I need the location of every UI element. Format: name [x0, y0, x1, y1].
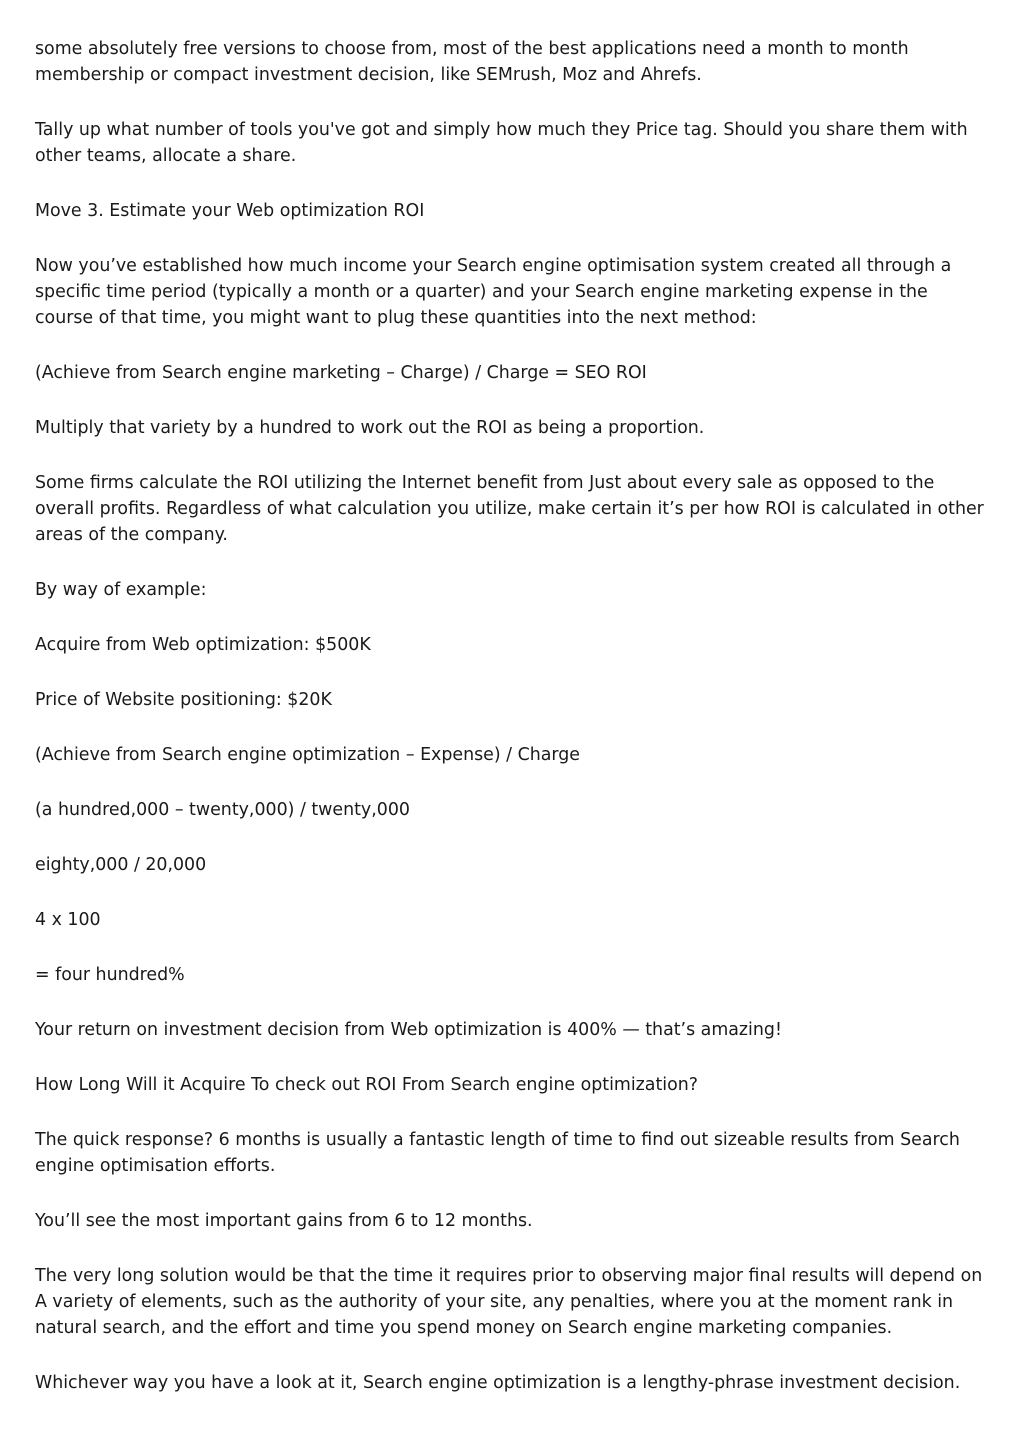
paragraph-example-substitution: (a hundred,000 – twenty,000) / twenty,000 — [35, 800, 410, 820]
paragraph-example-cost: Price of Website positioning: $20K — [35, 690, 332, 710]
paragraph-step-3-heading: Move 3. Estimate your Web optimization ROI — [35, 201, 425, 221]
paragraph-example-intro: By way of example: — [35, 580, 207, 600]
paragraph-firms-calculate: Some firms calculate the ROI utilizing the Internet benefit from Just about every sale as opposed to the overall profits. Regardless of what calculation you utilize, make certain it’s per how ROI is calculated in other areas of the company. — [35, 473, 984, 545]
paragraph-example-gain: Acquire from Web optimization: $500K — [35, 635, 371, 655]
paragraph-long-solution: The very long solution would be that the time it requires prior to observing major final results will depend on A variety of elements, such as the authority of your site, any penalties, where you at the moment rank in natural search, and the effort and time you spend money on Search engine marketing companies. — [35, 1266, 983, 1338]
paragraph-roi-formula: (Achieve from Search engine marketing – Charge) / Charge = SEO ROI — [35, 363, 647, 383]
paragraph-income-established: Now you’ve established how much income your Search engine optimisation system created all through a specific time period (typically a month or a quarter) and your Search engine marketing expense in the course of that time, you might want to plug these quantities into the next method: — [35, 256, 952, 328]
paragraph-example-division: eighty,000 / 20,000 — [35, 855, 207, 875]
paragraph-roi-amazing: Your return on investment decision from Web optimization is 400% — that’s amazing! — [35, 1020, 782, 1040]
paragraph-important-gains: You’ll see the most important gains from 6 to 12 months. — [35, 1211, 533, 1231]
paragraph-quick-response: The quick response? 6 months is usually a fantastic length of time to find out sizeable results from Search engine optimisation efforts. — [35, 1130, 960, 1176]
paragraph-long-term-investment: Whichever way you have a look at it, Search engine optimization is a lengthy-phrase investment decision. — [35, 1373, 961, 1393]
paragraph-example-multiply: 4 x 100 — [35, 910, 101, 930]
document-body — [35, 36, 990, 1425]
paragraph-multiply-percentage: Multiply that variety by a hundred to work out the ROI as being a proportion. — [35, 418, 705, 438]
paragraph-tools-pricing: some absolutely free versions to choose from, most of the best applications need a month to month membership or compact investment decision, like SEMrush, Moz and Ahrefs. — [35, 39, 909, 85]
paragraph-tally-tools: Tally up what number of tools you've got and simply how much they Price tag. Should you share them with other teams, allocate a share. — [35, 120, 968, 166]
paragraph-how-long-heading: How Long Will it Acquire To check out ROI From Search engine optimization? — [35, 1075, 699, 1095]
paragraph-example-result: = four hundred% — [35, 965, 185, 985]
paragraph-example-formula: (Achieve from Search engine optimization – Expense) / Charge — [35, 745, 580, 765]
